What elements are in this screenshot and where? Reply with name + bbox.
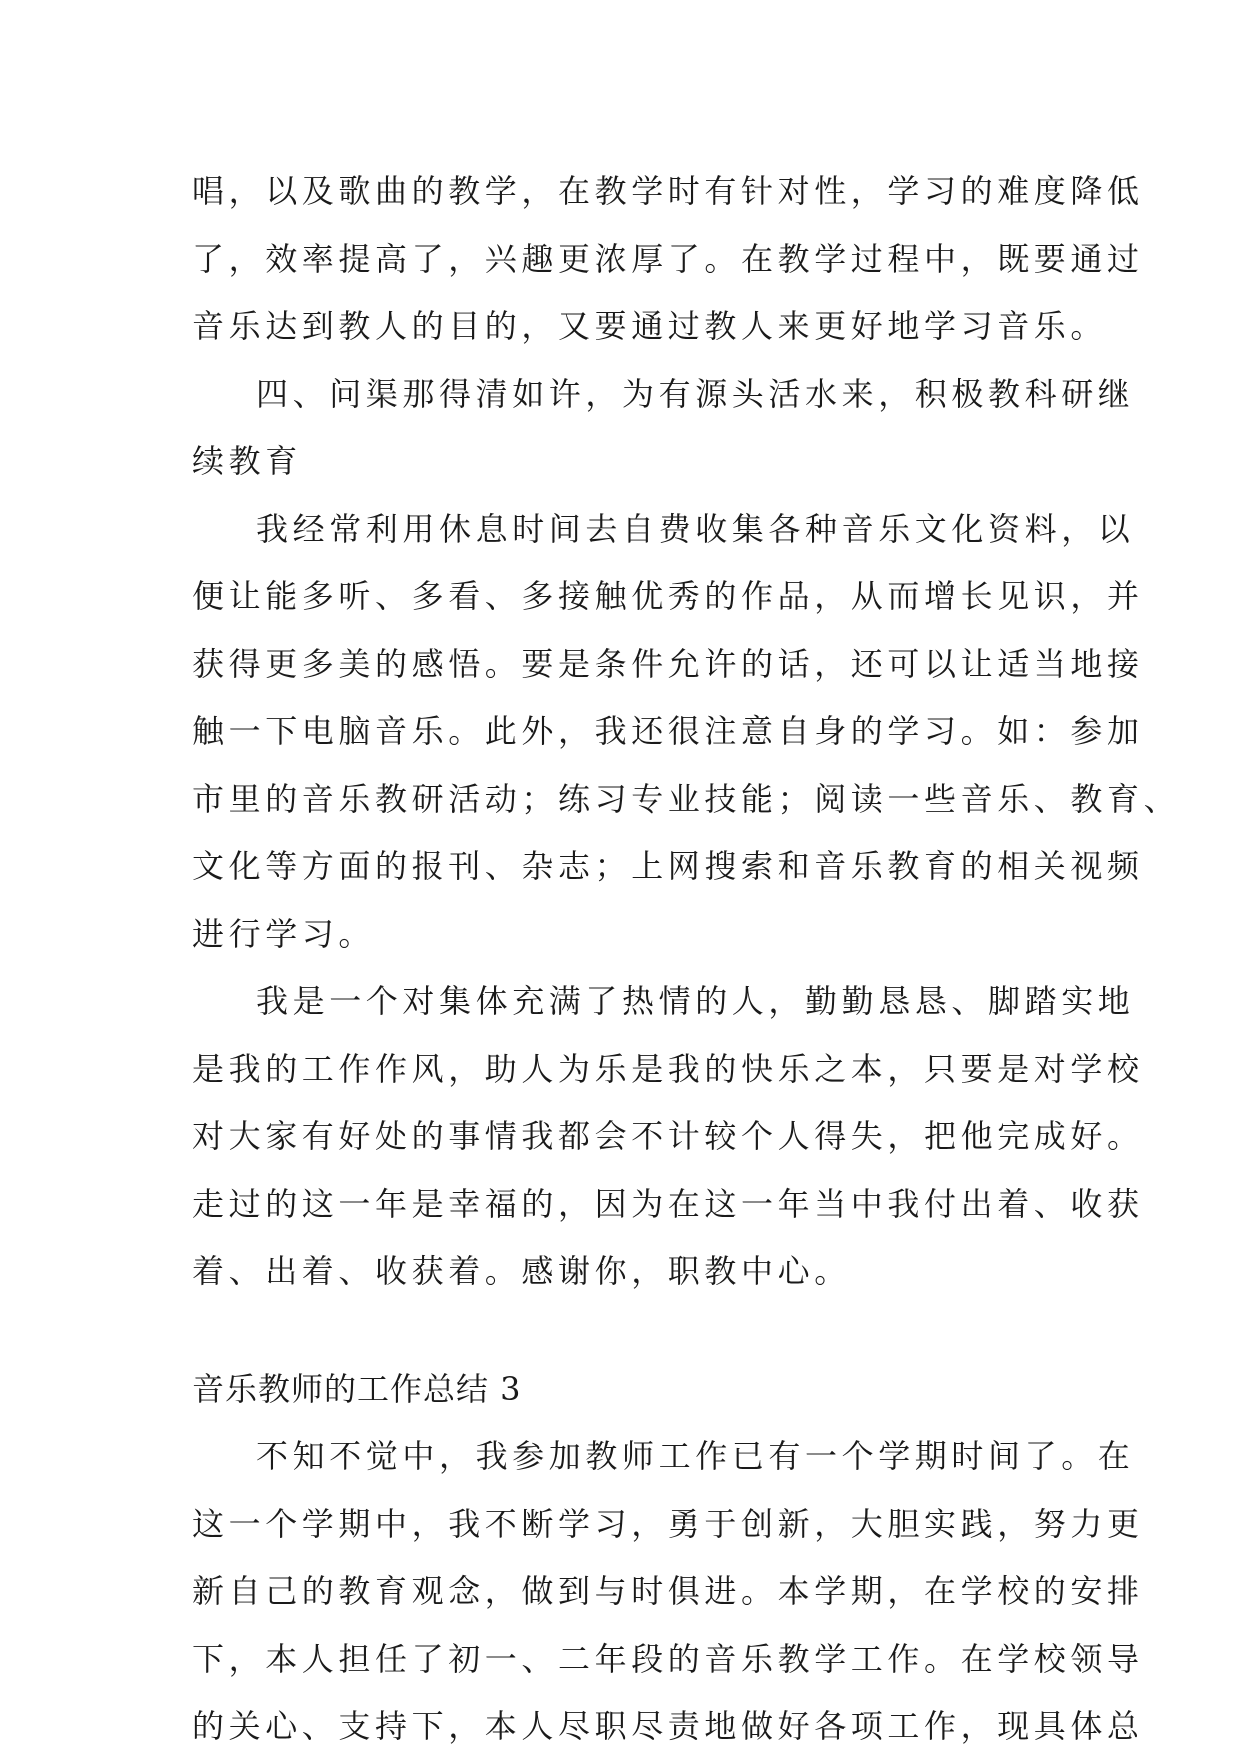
section-spacer [192,1306,1062,1356]
text-line: 续教育 [192,442,302,480]
text-line: 文化等方面的报刊、杂志；上网搜索和音乐教育的相关视频 [192,847,1144,885]
text-line: 获得更多美的感悟。要是条件允许的话，还可以让适当地接 [192,644,1144,683]
text-line: 我是一个对集体充满了热情的人，勤勤恳恳、脚踏实地 [256,982,1135,1020]
text-line: 的关心、支持下，本人尽职尽责地做好各项工作，现具体总 [192,1707,1144,1745]
heading-section-four [192,361,1135,496]
text-line: 这一个学期中，我不断学习，勇于创新，大胆实践，努力更 [192,1504,1144,1543]
section-title: 音乐教师的工作总结 3 [192,1369,522,1408]
text-line: 不知不觉中，我参加教师工作已有一个学期时间了。在 [256,1437,1135,1475]
text-line: 下，本人担任了初一、二年段的音乐教学工作。在学校领导 [192,1639,1144,1678]
paragraph-teaching-method [192,158,1144,361]
text-line: 是我的工作作风，助人为乐是我的快乐之本，只要是对学校 [192,1049,1144,1088]
text-line: 市里的音乐教研活动；练习专业技能；阅读一些音乐、教育、 [192,779,1181,818]
text-line: 唱，以及歌曲的教学，在教学时有针对性，学习的难度降低 [192,172,1144,210]
text-line: 对大家有好处的事情我都会不计较个人得失，把他完成好。 [192,1117,1144,1155]
document-body [192,158,1181,1761]
text-line: 走过的这一年是幸福的，因为在这一年当中我付出着、收获 [192,1184,1144,1223]
text-line: 了，效率提高了，兴趣更浓厚了。在教学过程中，既要通过 [192,239,1144,278]
text-line: 进行学习。 [192,914,376,953]
text-line: 音乐达到教人的目的，又要通过教人来更好地学习音乐。 [192,307,1108,345]
text-line: 四、问渠那得清如许，为有源头活水来，积极教科研继 [256,374,1135,413]
text-line: 触一下电脑音乐。此外，我还很注意自身的学习。如：参加 [192,712,1144,750]
text-line: 新自己的教育观念，做到与时俱进。本学期，在学校的安排 [192,1572,1144,1610]
paragraph-work-attitude [192,968,1144,1306]
text-line: 着、出着、收获着。感谢你，职教中心。 [192,1252,851,1290]
section-three [192,1356,1144,1761]
text-line: 我经常利用休息时间去自费收集各种音乐文化资料，以 [256,509,1135,548]
paragraph-self-study [192,496,1181,969]
text-line: 便让能多听、多看、多接触优秀的作品，从而增长见识，并 [192,577,1144,615]
